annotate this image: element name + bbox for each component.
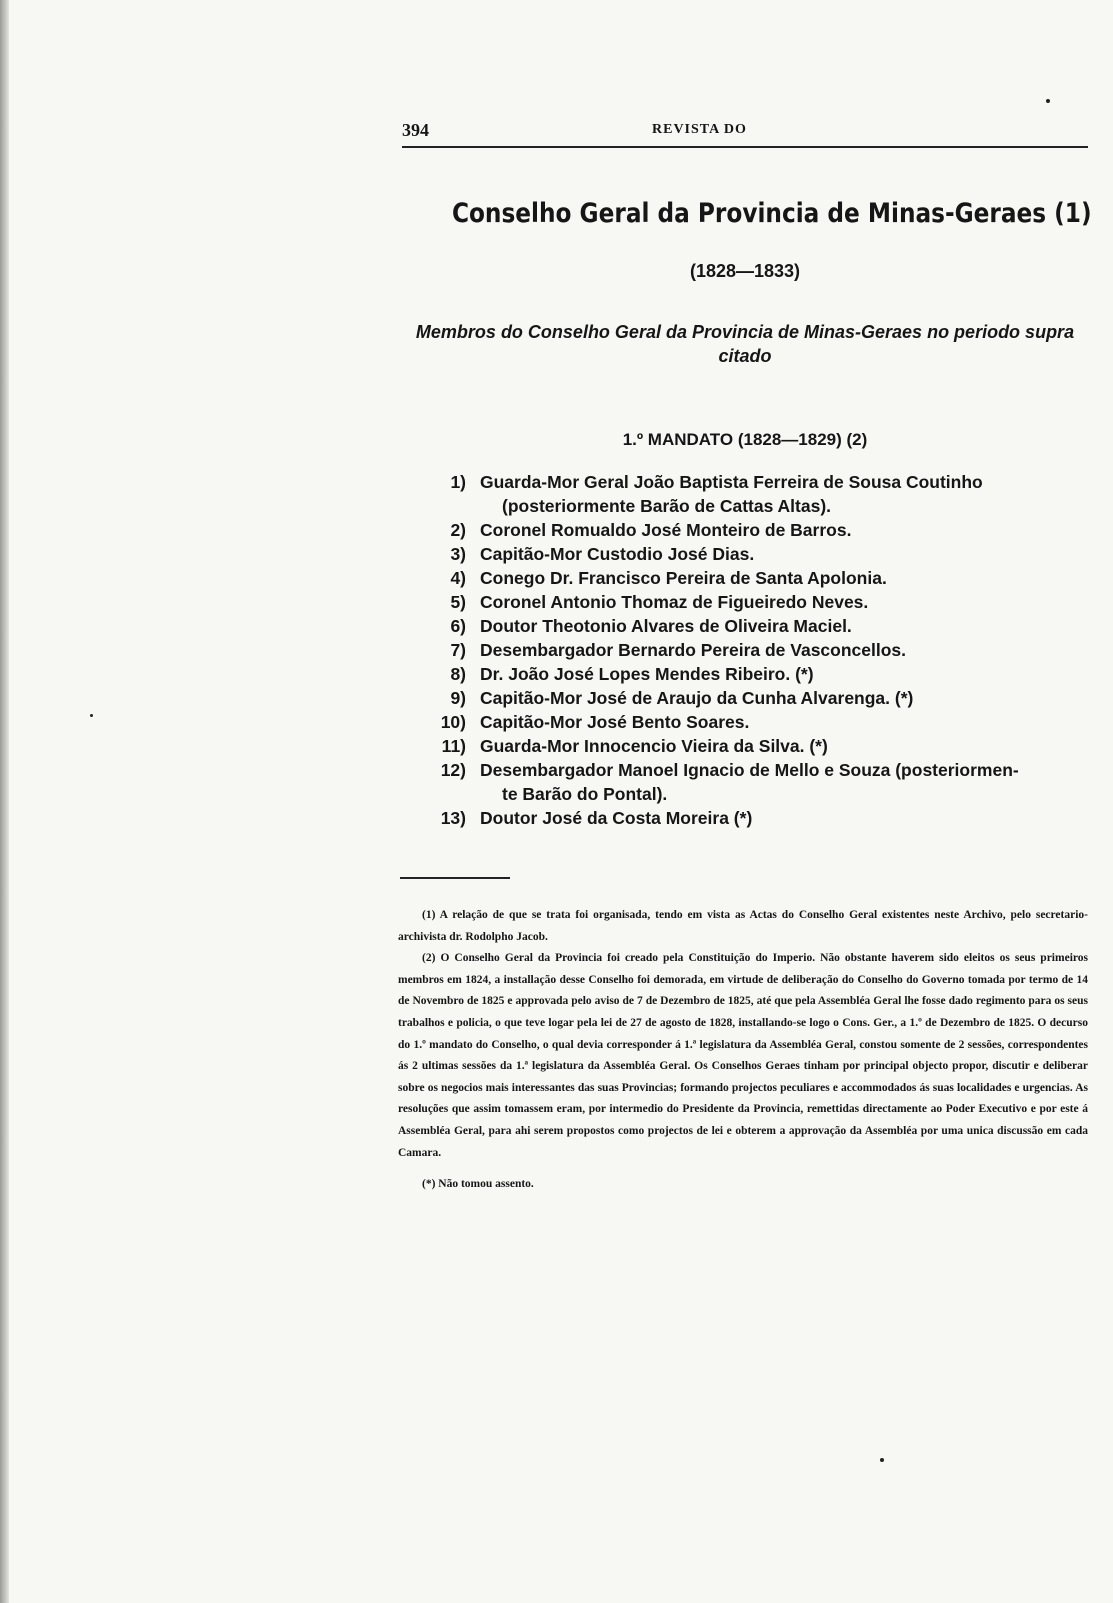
page-number: 394 — [402, 120, 429, 140]
member-number: 11) — [441, 736, 466, 756]
member-item — [420, 686, 1088, 710]
running-title: REVISTA DO — [652, 122, 747, 137]
member-number: 3) — [450, 544, 466, 564]
member-name: Dr. João José Lopes Mendes Ribeiro. (*) — [480, 664, 814, 684]
member-name: Guarda-Mor Innocencio Vieira da Silva. (*) — [480, 736, 828, 756]
member-number: 5) — [450, 592, 466, 612]
member-number: 9) — [450, 688, 466, 708]
member-number: 7) — [450, 640, 466, 660]
footnotes — [398, 905, 1088, 1196]
scan-speck — [1046, 99, 1050, 103]
member-number: 13) — [440, 808, 466, 828]
member-name-continuation: (posteriormente Barão de Cattas Altas). — [502, 496, 832, 516]
member-name: Capitão-Mor José de Araujo da Cunha Alvarenga. (*) — [480, 688, 914, 708]
members-list — [420, 470, 1088, 830]
member-item — [420, 758, 1088, 806]
member-number: 4) — [450, 568, 466, 588]
article-years: (1828—1833) — [689, 261, 801, 281]
member-name: Conego Dr. Francisco Pereira de Santa Apolonia. — [480, 568, 887, 588]
footnote-star — [398, 1174, 1088, 1196]
footnote-2-mark: (2) — [422, 952, 436, 965]
member-name: Coronel Romualdo José Monteiro de Barros. — [480, 520, 852, 540]
member-number: 10) — [440, 712, 466, 732]
member-number: 6) — [450, 616, 466, 636]
article-subtitle: Membros do Conselho Geral da Provincia de Minas-Geraes no periodo supra citado — [415, 322, 1075, 366]
member-item — [420, 710, 1088, 734]
footnote-star-text: Não tomou assento. — [438, 1178, 534, 1191]
footnote-star-mark: (*) — [422, 1178, 436, 1191]
member-number: 12) — [440, 760, 466, 780]
member-item — [420, 662, 1088, 686]
footnote-1-text: A relação de que se trata foi organisada, tendo em vista as Actas do Conselho Geral existentes neste Archivo, pelo secretario-archivista dr. Rodolpho Jacob. — [398, 909, 1088, 943]
member-item — [420, 590, 1088, 614]
footnote-rule — [400, 877, 510, 879]
scan-speck — [90, 714, 93, 717]
member-item — [420, 518, 1088, 542]
member-name: Coronel Antonio Thomaz de Figueiredo Neves. — [480, 592, 869, 612]
scan-speck — [880, 1458, 884, 1462]
member-name: Desembargador Bernardo Pereira de Vasconcellos. — [480, 640, 907, 660]
footnote-2 — [398, 948, 1088, 1164]
footnote-1 — [398, 905, 1088, 948]
footnote-2-text: O Conselho Geral da Provincia foi creado pela Constituição do Imperio. Não obstante haverem sido eleitos os seus primeiros membros em 1824, a installação desse Conselho foi demorada, em virtude de deliberação do Conselho do Governo tomada por termo de 14 de Novembro de 1825 e approvada pelo aviso de 7 de Dezembro de 1825, até que pela Assembléa Geral lhe fosse dado regimento para os seus trabalhos e policia, o que teve logar pela lei de 27 de agosto de 1828, installando-se logo o Cons. Ger., a 1.º de Dezembro de 1825. O decurso do 1.º mandato do Conselho, o qual devia corresponder á 1.ª legislatura da Assembléa Geral, constou somente de 2 sessões, correspondentes ás 2 ultimas sessões da 1.ª legislatura da Assembléa Geral. Os Conselhos Geraes tinham por principal objecto propor, discutir e deliberar sobre os negocios mais interessantes das suas Provincias; formando projectos peculiares e accommodados ás suas localidades e urgencias. As resoluções que assim tomassem eram, por intermedio do Presidente da Provincia, remettidas directamente ao Poder Executivo e por este á Assembléa Geral, para ahi serem propostos como projectos de lei e obterem a approvação da Assembléa por uma unica discussão em cada Camara. — [398, 952, 1089, 1159]
scan-edge-shadow — [0, 0, 9, 1603]
member-item — [420, 542, 1088, 566]
member-name: Guarda-Mor Geral João Baptista Ferreira de Sousa Coutinho — [480, 472, 983, 492]
mandate-heading: 1.º MANDATO (1828—1829) (2) — [622, 430, 868, 449]
member-number: 2) — [450, 520, 466, 540]
member-number: 1) — [450, 472, 466, 492]
member-name: Capitão-Mor Custodio José Dias. — [480, 544, 755, 564]
member-item — [420, 734, 1088, 758]
member-item — [420, 470, 1088, 518]
member-item — [420, 638, 1088, 662]
page-header — [402, 114, 1088, 138]
member-name: Capitão-Mor José Bento Soares. — [480, 712, 750, 732]
footnote-1-mark: (1) — [422, 909, 436, 921]
member-name: Doutor José da Costa Moreira (*) — [480, 808, 753, 828]
member-name: Doutor Theotonio Alvares de Oliveira Maciel. — [480, 616, 852, 636]
article-title: Conselho Geral da Provincia de Minas-Geraes (1) — [451, 198, 1092, 229]
member-item — [420, 566, 1088, 590]
member-name: Desembargador Manoel Ignacio de Mello e Souza (posteriormen- — [480, 760, 1019, 780]
header-rule — [402, 146, 1088, 148]
member-number: 8) — [450, 664, 466, 684]
member-item — [420, 614, 1088, 638]
member-item — [420, 806, 1088, 830]
member-name-continuation: te Barão do Pontal). — [502, 784, 668, 804]
